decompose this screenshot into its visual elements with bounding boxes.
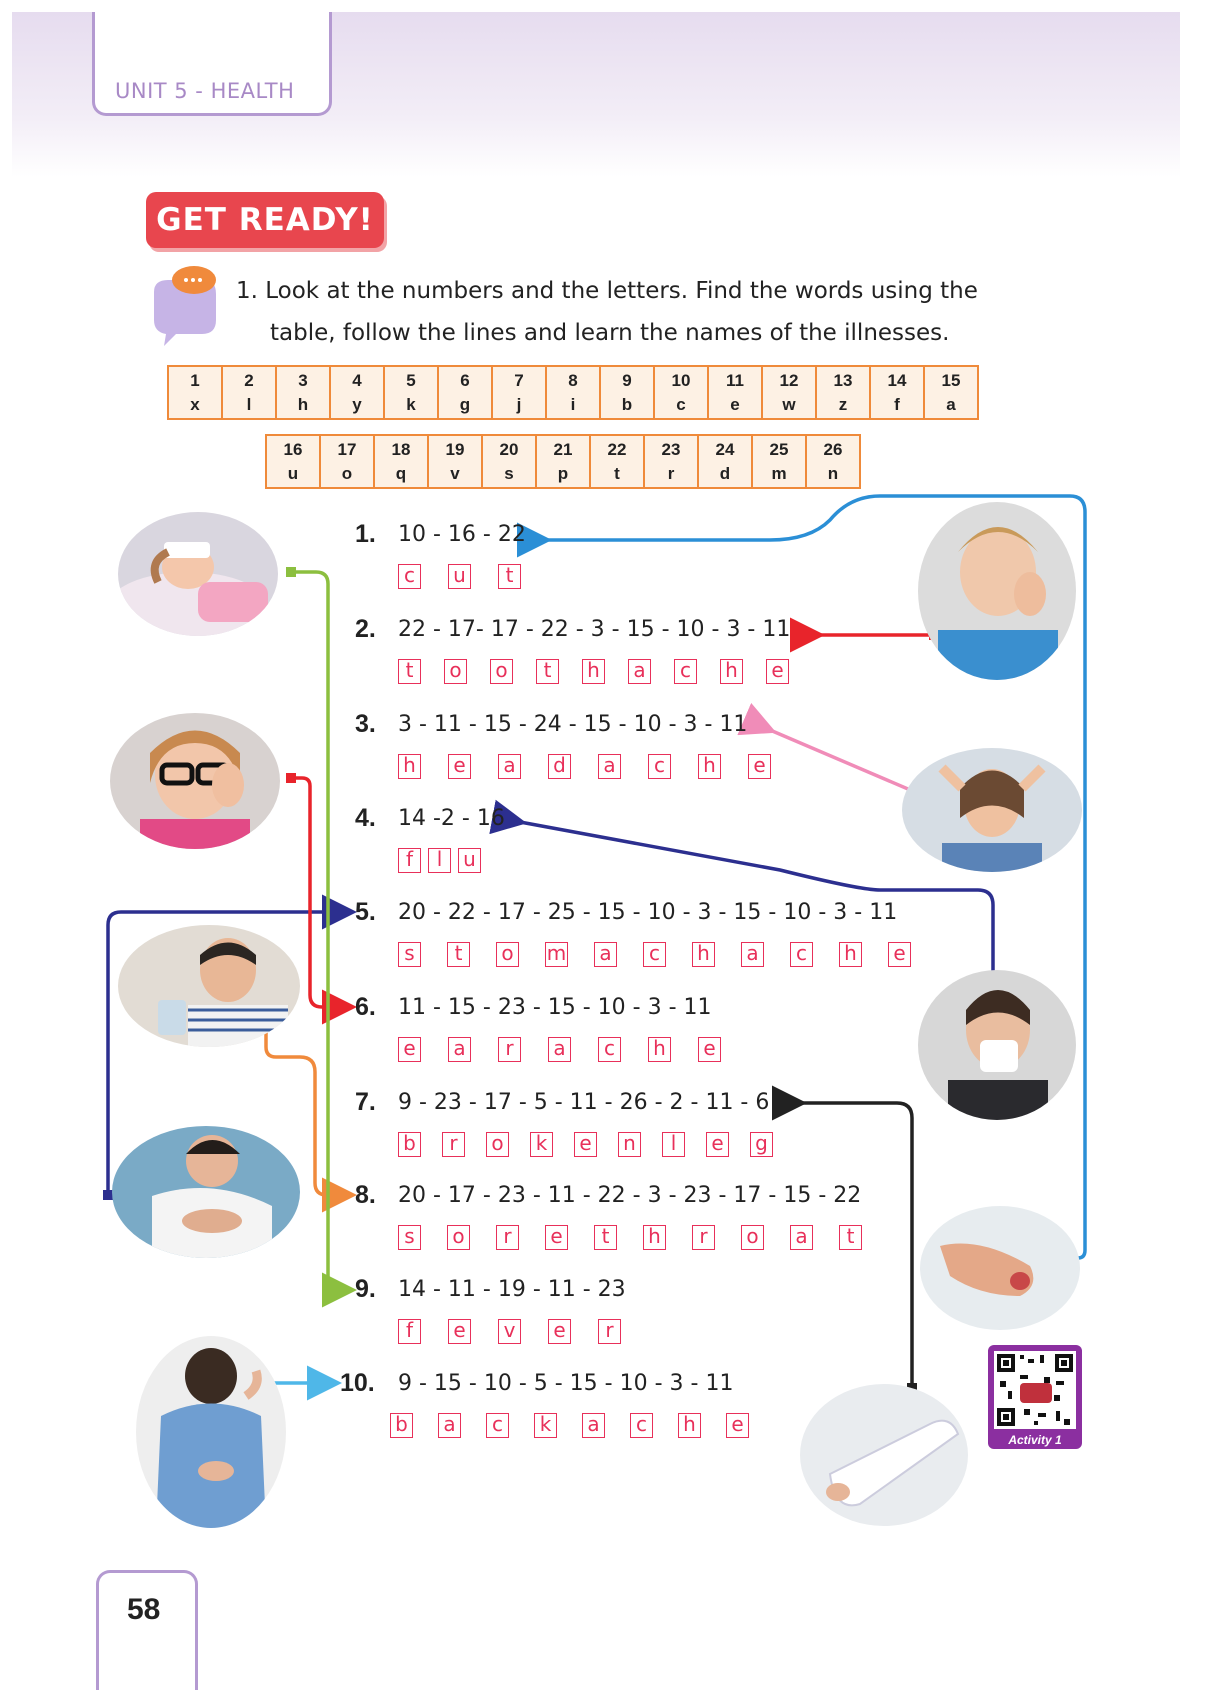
cipher-letter: r (667, 463, 675, 483)
answer-letter-box[interactable]: t (536, 659, 559, 684)
cipher-number: 11 (726, 370, 744, 390)
answer-letter-box[interactable]: c (643, 942, 666, 967)
answer-letter-box[interactable]: c (398, 564, 421, 589)
fever-girl-photo (118, 512, 278, 636)
cipher-number: 3 (298, 370, 308, 390)
answer-letter-box[interactable]: r (598, 1319, 621, 1344)
cipher-number: 15 (941, 370, 961, 390)
cipher-letter: j (516, 394, 522, 414)
answer-letter-box[interactable]: a (594, 942, 617, 967)
answer-letter-box[interactable]: e (698, 1037, 721, 1062)
cipher-number: 24 (715, 439, 735, 459)
answer-letter-box[interactable]: a (448, 1037, 471, 1062)
exercise-code: 20 - 17 - 23 - 11 - 22 - 3 - 23 - 17 - 15 - 22 (398, 1183, 862, 1208)
answer-letter-box[interactable]: a (548, 1037, 571, 1062)
exercise-number: 2. (355, 615, 376, 643)
cipher-letter: m (771, 463, 787, 483)
flu-woman-photo (918, 970, 1076, 1120)
answer-letter-box[interactable]: h (582, 659, 605, 684)
exercise-number: 3. (355, 710, 376, 738)
cipher-letter: n (827, 463, 839, 483)
cipher-number: 26 (823, 439, 843, 459)
cipher-number: 18 (391, 439, 411, 459)
section-title: GET READY! (146, 192, 384, 248)
cipher-letter: f (894, 394, 900, 414)
answer-letter-box[interactable]: c (648, 754, 671, 779)
answer-letter-box[interactable]: h (839, 942, 862, 967)
answer-letter-box[interactable]: e (726, 1413, 749, 1438)
answer-letter-box[interactable]: r (692, 1225, 715, 1250)
answer-letter-box[interactable]: e (545, 1225, 568, 1250)
answer-letter-box[interactable]: v (498, 1319, 521, 1344)
exercise-code: 3 - 11 - 15 - 24 - 15 - 10 - 3 - 11 (398, 712, 748, 737)
answer-letter-box[interactable]: t (398, 659, 421, 684)
answer-letter-box[interactable]: h (692, 942, 715, 967)
exercise-code: 10 - 16 - 22 (398, 522, 526, 547)
answer-letter-box[interactable]: l (662, 1132, 685, 1157)
answer-letter-box[interactable]: o (486, 1132, 509, 1157)
answer-letter-box[interactable]: a (498, 754, 521, 779)
cipher-number: 7 (514, 370, 524, 390)
answer-letter-box[interactable]: s (398, 942, 421, 967)
answer-letter-box[interactable]: a (438, 1413, 461, 1438)
qr-code[interactable] (988, 1345, 1082, 1449)
cipher-number: 4 (352, 370, 362, 390)
unit-title: UNIT 5 - HEALTH (115, 79, 295, 103)
cipher-letter: x (190, 394, 200, 414)
cipher-number: 12 (779, 370, 799, 390)
answer-letter-box[interactable]: a (628, 659, 651, 684)
answer-letter-box[interactable]: r (442, 1132, 465, 1157)
cipher-number: 9 (622, 370, 632, 390)
answer-letter-box[interactable]: e (766, 659, 789, 684)
cipher-letter: q (395, 463, 407, 483)
answer-letter-box[interactable]: f (398, 848, 421, 873)
answer-letter-box[interactable]: e (448, 754, 471, 779)
answer-letter-box[interactable]: a (741, 942, 764, 967)
exercise-number: 4. (355, 804, 376, 832)
answer-letter-box[interactable]: c (790, 942, 813, 967)
answer-letter-box[interactable]: h (643, 1225, 666, 1250)
exercise-code: 14 -2 - 16 (398, 806, 505, 831)
cipher-number: 2 (244, 370, 254, 390)
stomachache-man-photo (112, 1126, 300, 1258)
exercise-number: 9. (355, 1275, 376, 1303)
cipher-number: 22 (607, 439, 627, 459)
answer-letter-box[interactable]: e (398, 1037, 421, 1062)
answer-letter-box[interactable]: b (390, 1413, 413, 1438)
answer-letter-box[interactable]: a (582, 1413, 605, 1438)
cipher-number: 19 (445, 439, 465, 459)
cipher-letter: e (730, 394, 740, 414)
cipher-number: 10 (671, 370, 691, 390)
answer-letter-box[interactable]: u (448, 564, 471, 589)
answer-letter-box[interactable]: t (498, 564, 521, 589)
exercise-code: 20 - 22 - 17 - 25 - 15 - 10 - 3 - 15 - 10 - 3 - 11 (398, 900, 898, 925)
sore-throat-man-photo (118, 925, 300, 1047)
cipher-number: 5 (406, 370, 416, 390)
answer-letter-box[interactable]: e (448, 1319, 471, 1344)
cipher-letter: s (504, 463, 514, 483)
answer-letter-box[interactable]: t (594, 1225, 617, 1250)
answer-letter-box[interactable]: k (534, 1413, 557, 1438)
cipher-letter: h (297, 394, 309, 414)
answer-letter-box[interactable]: k (530, 1132, 553, 1157)
exercise-code: 22 - 17- 17 - 22 - 3 - 15 - 10 - 3 - 11 (398, 617, 791, 642)
cipher-number: 16 (283, 439, 303, 459)
cipher-number: 14 (887, 370, 907, 390)
answer-letter-box[interactable]: h (678, 1413, 701, 1438)
exercise-code: 14 - 11 - 19 - 11 - 23 (398, 1277, 626, 1302)
exercise-code: 11 - 15 - 23 - 15 - 10 - 3 - 11 (398, 995, 712, 1020)
answer-letter-box[interactable]: b (398, 1132, 421, 1157)
answer-letter-box[interactable]: n (618, 1132, 641, 1157)
cipher-number: 17 (337, 439, 357, 459)
answer-letter-box[interactable]: o (496, 942, 519, 967)
cipher-letter: v (450, 463, 460, 483)
instruction-line-2: table, follow the lines and learn the names of the illnesses. (270, 320, 950, 346)
exercise-number: 7. (355, 1088, 376, 1116)
cipher-letter: c (676, 394, 686, 414)
answer-letter-box[interactable]: u (458, 848, 481, 873)
answer-letter-box[interactable]: t (447, 942, 470, 967)
cipher-letter: l (246, 394, 252, 414)
cipher-number: 20 (499, 439, 519, 459)
answer-letter-box[interactable]: g (750, 1132, 773, 1157)
answer-letter-box[interactable]: t (839, 1225, 862, 1250)
cipher-letter: u (287, 463, 299, 483)
cipher-number: 6 (460, 370, 470, 390)
cipher-letter: w (782, 394, 796, 414)
answer-letter-box[interactable]: f (398, 1319, 421, 1344)
answer-letter-box[interactable]: e (888, 942, 911, 967)
exercise-number: 1. (355, 520, 376, 548)
answer-letter-box[interactable]: o (490, 659, 513, 684)
cipher-number: 8 (568, 370, 578, 390)
answer-letter-box[interactable]: s (398, 1225, 421, 1250)
cipher-letter: d (719, 463, 731, 483)
cipher-letter: y (352, 394, 362, 414)
answer-letter-box[interactable]: r (496, 1225, 519, 1250)
cipher-number: 1 (190, 370, 200, 390)
answer-letter-box[interactable]: c (674, 659, 697, 684)
answer-letter-box[interactable]: o (444, 659, 467, 684)
cipher-letter: g (459, 394, 471, 414)
answer-letter-box[interactable]: a (790, 1225, 813, 1250)
answer-letter-box[interactable]: e (748, 754, 771, 779)
answer-letter-box[interactable]: a (598, 754, 621, 779)
answer-letter-box[interactable]: c (630, 1413, 653, 1438)
exercise-number: 8. (355, 1181, 376, 1209)
answer-letter-box[interactable]: e (548, 1319, 571, 1344)
exercise-number: 5. (355, 898, 376, 926)
cipher-number: 23 (661, 439, 681, 459)
exercise-number: 6. (355, 993, 376, 1021)
answer-letter-box[interactable]: h (720, 659, 743, 684)
cipher-letter: a (946, 394, 956, 414)
page-number-tab (96, 1570, 198, 1690)
cipher-letter: t (614, 463, 620, 483)
qr-caption: Activity 1 (1008, 1433, 1062, 1447)
cipher-number: 13 (833, 370, 853, 390)
cipher-letter: k (406, 394, 416, 414)
cipher-letter: p (557, 463, 569, 483)
answer-letter-box[interactable]: r (498, 1037, 521, 1062)
answer-letter-box[interactable]: l (428, 848, 451, 873)
answer-letter-box[interactable]: c (486, 1413, 509, 1438)
answer-letter-box[interactable]: h (698, 754, 721, 779)
backache-man-photo (136, 1336, 286, 1528)
exercise-number: 10. (340, 1369, 375, 1397)
page-number: 58 (127, 1593, 161, 1626)
cipher-letter: i (570, 394, 576, 414)
answer-letter-box[interactable]: c (598, 1037, 621, 1062)
answer-letter-box[interactable]: e (574, 1132, 597, 1157)
answer-letter-box[interactable]: o (447, 1225, 470, 1250)
exercise-code: 9 - 23 - 17 - 5 - 11 - 26 - 2 - 11 - 6 (398, 1090, 770, 1115)
exercise-code: 9 - 15 - 10 - 5 - 15 - 10 - 3 - 11 (398, 1371, 734, 1396)
cipher-number: 21 (553, 439, 573, 459)
toothache-boy-photo (918, 502, 1076, 680)
earache-girl-photo (110, 713, 280, 849)
cut-finger-photo (920, 1206, 1080, 1330)
answer-letter-box[interactable]: e (706, 1132, 729, 1157)
cipher-letter: z (838, 394, 848, 414)
headache-woman-photo (902, 748, 1082, 872)
instruction-line-1: 1. Look at the numbers and the letters. Find the words using the (236, 278, 978, 304)
cipher-number: 25 (769, 439, 789, 459)
qr-code-icon (994, 1351, 1076, 1429)
cipher-letter: b (621, 394, 633, 414)
cipher-letter: o (341, 463, 353, 483)
answer-letter-box[interactable]: h (398, 754, 421, 779)
answer-letter-box[interactable]: h (648, 1037, 671, 1062)
answer-letter-box[interactable]: d (548, 754, 571, 779)
answer-letter-box[interactable]: o (741, 1225, 764, 1250)
answer-letter-box[interactable]: m (546, 941, 567, 965)
broken-leg-photo (800, 1384, 968, 1526)
